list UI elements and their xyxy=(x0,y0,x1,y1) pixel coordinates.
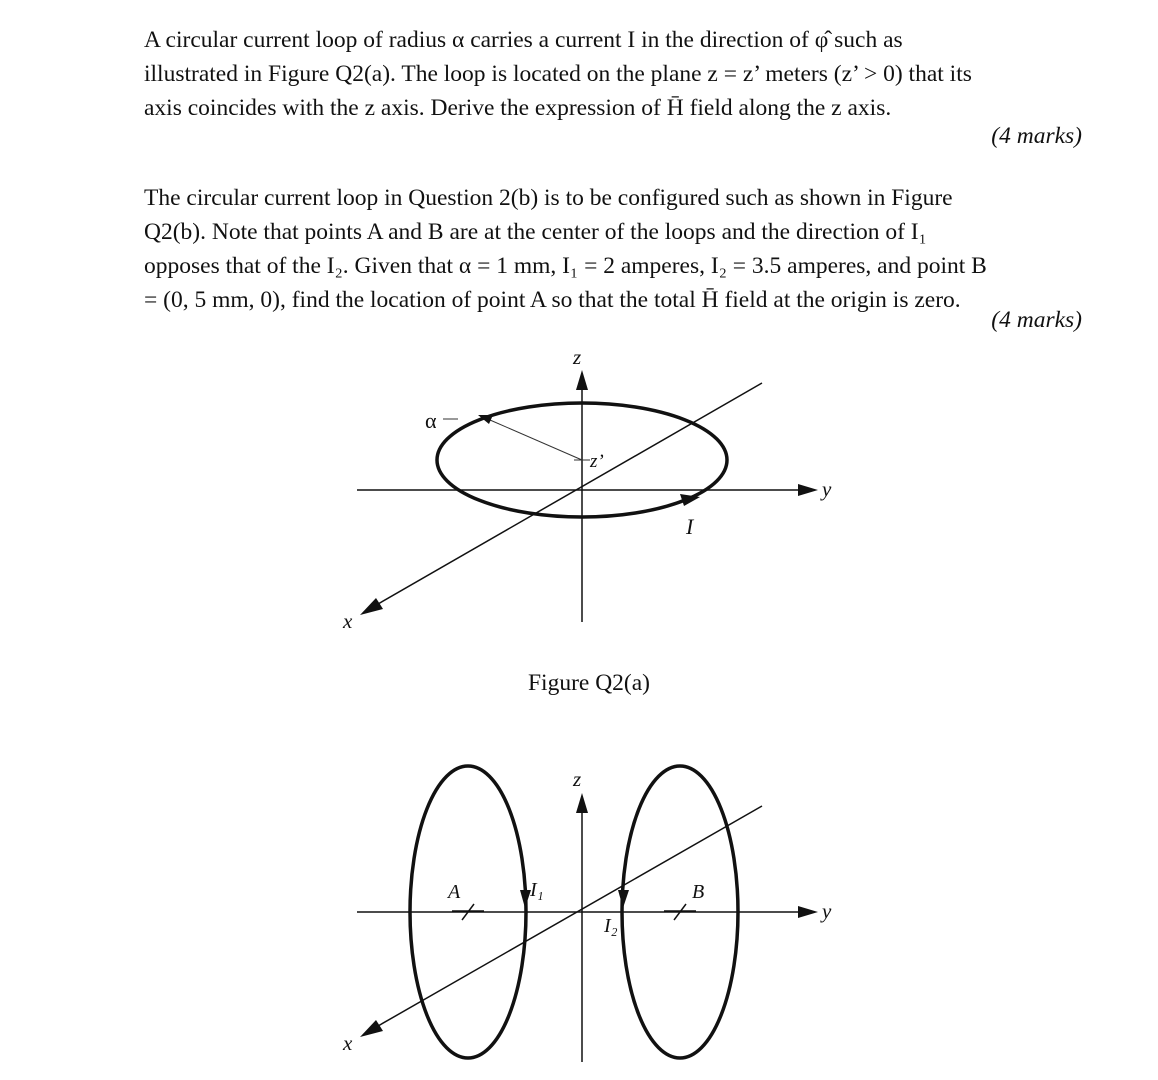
question-b-line-1: The circular current loop in Question 2(b) is to be configured such as shown in Figure xyxy=(144,185,953,211)
fig-b-x-arrowhead xyxy=(360,1020,383,1037)
fig-b-y-label: y xyxy=(822,899,832,923)
fig-a-radius-line xyxy=(490,420,582,460)
question-b-line-2: Q2(b). Note that points A and B are at the center of the loops and the direction of I₁ xyxy=(144,219,927,245)
fig-b-point-b-label: B xyxy=(692,881,705,903)
question-b-line-3: opposes that of the I₂. Given that α = 1 mm, I₁ = 2 amperes, I₂ = 3.5 amperes, and point B xyxy=(144,253,987,279)
fig-b-y-arrowhead xyxy=(798,906,818,918)
fig-b-z-arrowhead xyxy=(576,793,588,813)
fig-a-height-label: z’ xyxy=(590,451,604,472)
figure-q2a xyxy=(342,345,832,633)
fig-a-x-label: x xyxy=(343,609,353,633)
figure-q2b xyxy=(342,766,832,1062)
fig-a-x-arrowhead xyxy=(360,598,383,615)
fig-b-current-2-arrow xyxy=(618,890,629,908)
fig-a-radius-label: α xyxy=(425,408,437,433)
fig-b-current-2-label: I₂ xyxy=(604,915,618,937)
fig-a-z-arrowhead xyxy=(576,370,588,390)
question-a-line-1: A circular current loop of radius α carries a current I in the direction of φ̂ such as xyxy=(144,27,903,53)
fig-b-current-1-label: I₁ xyxy=(530,879,544,901)
fig-b-z-label: z xyxy=(573,767,582,791)
question-a-line-2: illustrated in Figure Q2(a). The loop is located on the plane z = z’ meters (z’ > 0) that its xyxy=(144,61,972,87)
figure-q2a-caption: Figure Q2(a) xyxy=(527,670,651,696)
question-b-marks: (4 marks) xyxy=(991,307,1082,333)
fig-b-point-a-label: A xyxy=(448,881,461,903)
fig-a-y-label: y xyxy=(822,477,832,501)
question-a-line-3: axis coincides with the z axis. Derive the expression of H̄ field along the z axis. xyxy=(144,95,892,121)
fig-a-z-label: z xyxy=(573,345,582,369)
fig-a-y-arrowhead xyxy=(798,484,818,496)
fig-b-x-axis xyxy=(378,806,762,1026)
fig-a-current-label: I xyxy=(686,514,694,539)
fig-b-x-label: x xyxy=(343,1031,353,1055)
question-a-marks: (4 marks) xyxy=(991,123,1082,149)
question-b-line-4: = (0, 5 mm, 0), find the location of point A so that the total H̄ field at the origin is zero. xyxy=(144,287,961,313)
